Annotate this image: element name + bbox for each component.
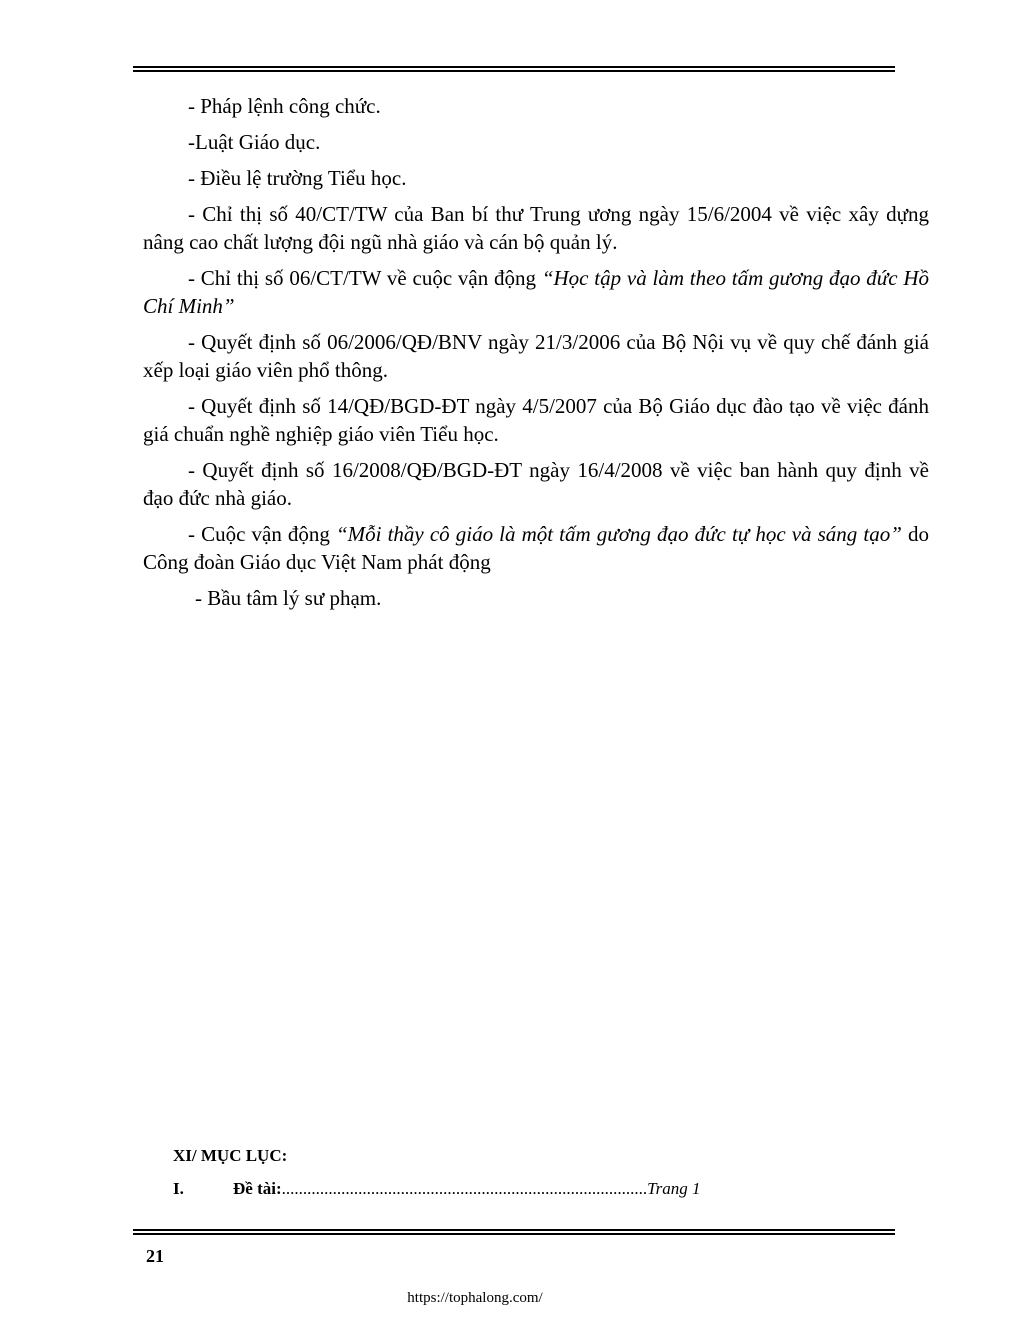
paragraph-cuoc-van-dong-tail: do Công đoàn Giáo dục Việt Nam phát động [143, 522, 930, 574]
paragraph-chi-thi-06 [143, 264, 929, 320]
header-rule [133, 66, 895, 72]
paragraph-cuoc-van-dong-quote: “Mỗi thầy cô giáo là một tấm gương đạo đức tự học và sáng tạo” [336, 522, 902, 546]
body-text [143, 92, 929, 620]
toc-entry-page: Trang 1 [647, 1179, 701, 1198]
paragraph-cuoc-van-dong [143, 520, 929, 576]
paragraph-chi-thi-06-lead: - Chỉ thị số 06/CT/TW về cuộc vận động [188, 266, 542, 290]
toc-entry-number: I. [173, 1179, 184, 1198]
paragraph-chi-thi-40: - Chỉ thị số 40/CT/TW của Ban bí thư Trung ương ngày 15/6/2004 về việc xây dựng nâng cao chất lượng đội ngũ nhà giáo và cán bộ quản lý. [143, 202, 929, 254]
paragraph-dieu-le: - Điều lệ trường Tiểu học. [188, 166, 407, 190]
paragraph-chi-thi-06-quote: “Học tập và làm theo tấm gương đạo đức Hồ Chí Minh” [143, 266, 929, 318]
paragraph-qd-06: - Quyết định số 06/2006/QĐ/BNV ngày 21/3/2006 của Bộ Nội vụ về quy chế đánh giá xếp loại giáo viên phổ thông. [143, 330, 929, 382]
toc-entry-title: Đề tài: [233, 1179, 282, 1198]
paragraph-phap-lenh: - Pháp lệnh công chức. [188, 94, 381, 118]
paragraph-qd-16: - Quyết định số 16/2008/QĐ/BGD-ĐT ngày 16/4/2008 về việc ban hành quy định về đạo đức nhà giáo. [143, 458, 929, 510]
toc-heading: XI/ MỤC LỤC: [173, 1146, 288, 1165]
paragraph-cuoc-van-dong-lead: - Cuộc vận động [188, 522, 336, 546]
source-url: https://tophalong.com/ [407, 1290, 543, 1306]
paragraph-bau-tam-ly: - Bầu tâm lý sư phạm. [195, 586, 382, 610]
paragraph-qd-14: - Quyết định số 14/QĐ/BGD-ĐT ngày 4/5/2007 của Bộ Giáo dục đào tạo về việc đánh giá chuẩn nghề nghiệp giáo viên Tiểu học. [143, 394, 929, 446]
paragraph-luat-giao-duc: -Luật Giáo dục. [188, 130, 321, 154]
toc-entry [173, 1178, 701, 1200]
footer-rule [133, 1229, 895, 1235]
table-of-contents [173, 1145, 893, 1198]
page-number: 21 [146, 1246, 164, 1266]
toc-entry-leader: ...................................................................................... [281, 1179, 648, 1198]
